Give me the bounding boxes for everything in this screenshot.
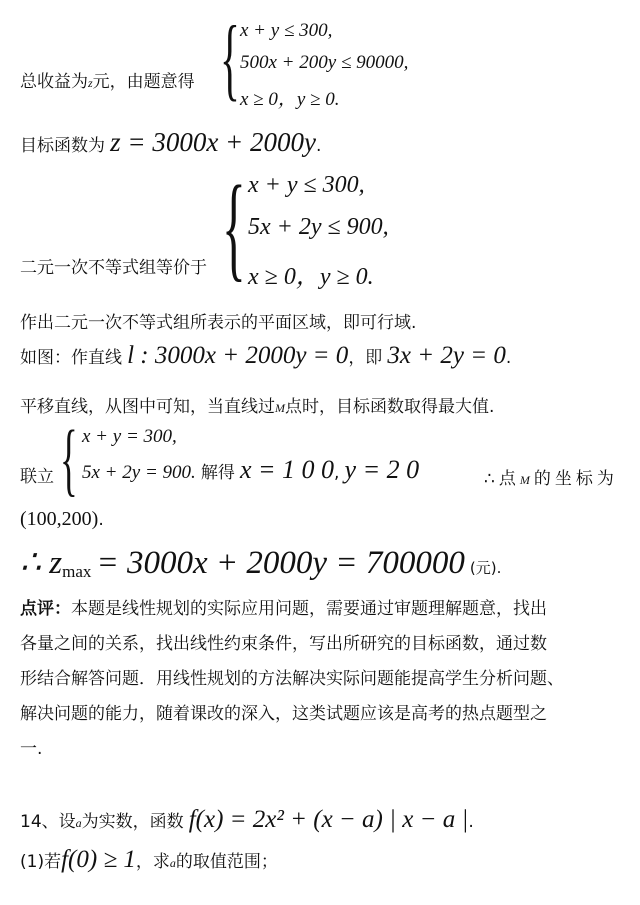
solve-label: 联立 xyxy=(20,467,54,487)
q14-1-a: a xyxy=(169,856,176,870)
translate-text xyxy=(20,392,494,417)
block2-label: 二元一次不等式组等价于 xyxy=(20,258,207,278)
line-expr2: 3x + 2y = 0 xyxy=(387,342,506,369)
block1-brace: { xyxy=(220,7,240,109)
q14-row xyxy=(20,806,474,834)
translate-point: M xyxy=(275,401,285,415)
line-end: . xyxy=(505,348,512,368)
q14-mid: 为实数，函数 xyxy=(81,812,184,832)
solve-therefore-text: ∴点 xyxy=(484,469,520,489)
comment-line-5: 一. xyxy=(20,739,43,759)
solve-eq2: 5x + 2y = 900. xyxy=(82,462,196,483)
solve-comma: , xyxy=(334,463,340,483)
block1-eq1: x + y ≤ 300, xyxy=(240,20,333,41)
q14-1-row xyxy=(20,846,278,874)
comment-text-1: 本题是线性规划的实际应用问题，需要通过审题理解题意，找出 xyxy=(71,599,547,619)
block1-text xyxy=(20,67,195,92)
block2-eq3: x ≥ 0，y ≥ 0. xyxy=(248,264,374,290)
zmax-rest: = 3000x + 2000y = 700000 xyxy=(96,545,465,581)
q14-1-prefix: (1)若 xyxy=(20,852,62,872)
zmax-sub: max xyxy=(62,562,92,582)
block2-eq2: 5x + 2y ≤ 900, xyxy=(248,214,389,240)
block1-suffix: 元，由题意得 xyxy=(92,72,195,92)
objective-end: . xyxy=(316,136,322,156)
comment-line-2: 各量之间的关系，找出线性约束条件，写出所研究的目标函数，通过数 xyxy=(20,634,547,654)
region-text: 作出二元一次不等式组所表示的平面区域，即可行域. xyxy=(20,313,417,333)
line-mid: ，即 xyxy=(348,348,383,368)
solve-get: 解得 xyxy=(200,463,235,483)
solve-point: M xyxy=(519,473,534,487)
comment-line-3: 形结合解答问题．用线性规划的方法解决实际问题能提高学生分析问题、 xyxy=(20,669,564,689)
block1-eq2: 500x + 200y ≤ 90000, xyxy=(240,52,409,73)
solve-coords-end: . xyxy=(98,510,104,530)
q14-a: a xyxy=(75,816,82,830)
line-expr1: l : 3000x + 2000y = 0 xyxy=(127,342,349,369)
translate-part1: 平移直线，从图中可知，当直线过 xyxy=(20,397,275,417)
block1-var: z xyxy=(88,76,93,90)
block2-brace: { xyxy=(222,161,246,292)
solve-coord-text: 的坐标为 xyxy=(533,469,618,489)
q14-1-end: 的取值范围； xyxy=(175,852,278,872)
zmax-expr: ∴ z xyxy=(20,545,63,581)
q14-end: . xyxy=(468,812,474,832)
comment-label: 点评： xyxy=(20,599,71,619)
zmax-unit: (元). xyxy=(469,559,502,577)
solve-row xyxy=(82,455,419,485)
comment-line-1 xyxy=(20,594,547,619)
block2-eq1: x + y ≤ 300, xyxy=(248,172,365,198)
q14-1-expr: f(0) ≥ 1 xyxy=(61,846,136,873)
solve-coords-row xyxy=(20,508,104,531)
q14-1-mid: ，求 xyxy=(135,852,170,872)
solve-brace: { xyxy=(60,413,78,504)
line-row xyxy=(20,342,511,370)
objective-label: 目标函数为 xyxy=(20,136,105,156)
solve-eq1: x + y = 300, xyxy=(82,426,177,447)
zmax-row xyxy=(20,542,501,582)
solve-coords: (100,200) xyxy=(20,508,99,530)
solve-therefore xyxy=(484,464,618,489)
objective-line xyxy=(20,127,321,158)
solve-x: x = 1 0 0 xyxy=(239,455,335,484)
comment-line-4: 解决问题的能力，随着课改的深入，这类试题应该是高考的热点题型之 xyxy=(20,704,547,724)
q14-num: 14、设 xyxy=(20,812,76,832)
solve-y: y = 2 0 xyxy=(344,455,420,484)
block1-eq3: x ≥ 0，y ≥ 0. xyxy=(240,89,340,110)
q14-expr: f(x) = 2x² + (x − a) | x − a | xyxy=(188,806,469,833)
translate-part2: 点时，目标函数取得最大值. xyxy=(285,397,495,417)
objective-expr: z = 3000x + 2000y xyxy=(110,127,317,157)
line-prefix: 如图：作直线 xyxy=(20,348,122,368)
block1-prefix: 总收益为 xyxy=(20,72,88,92)
